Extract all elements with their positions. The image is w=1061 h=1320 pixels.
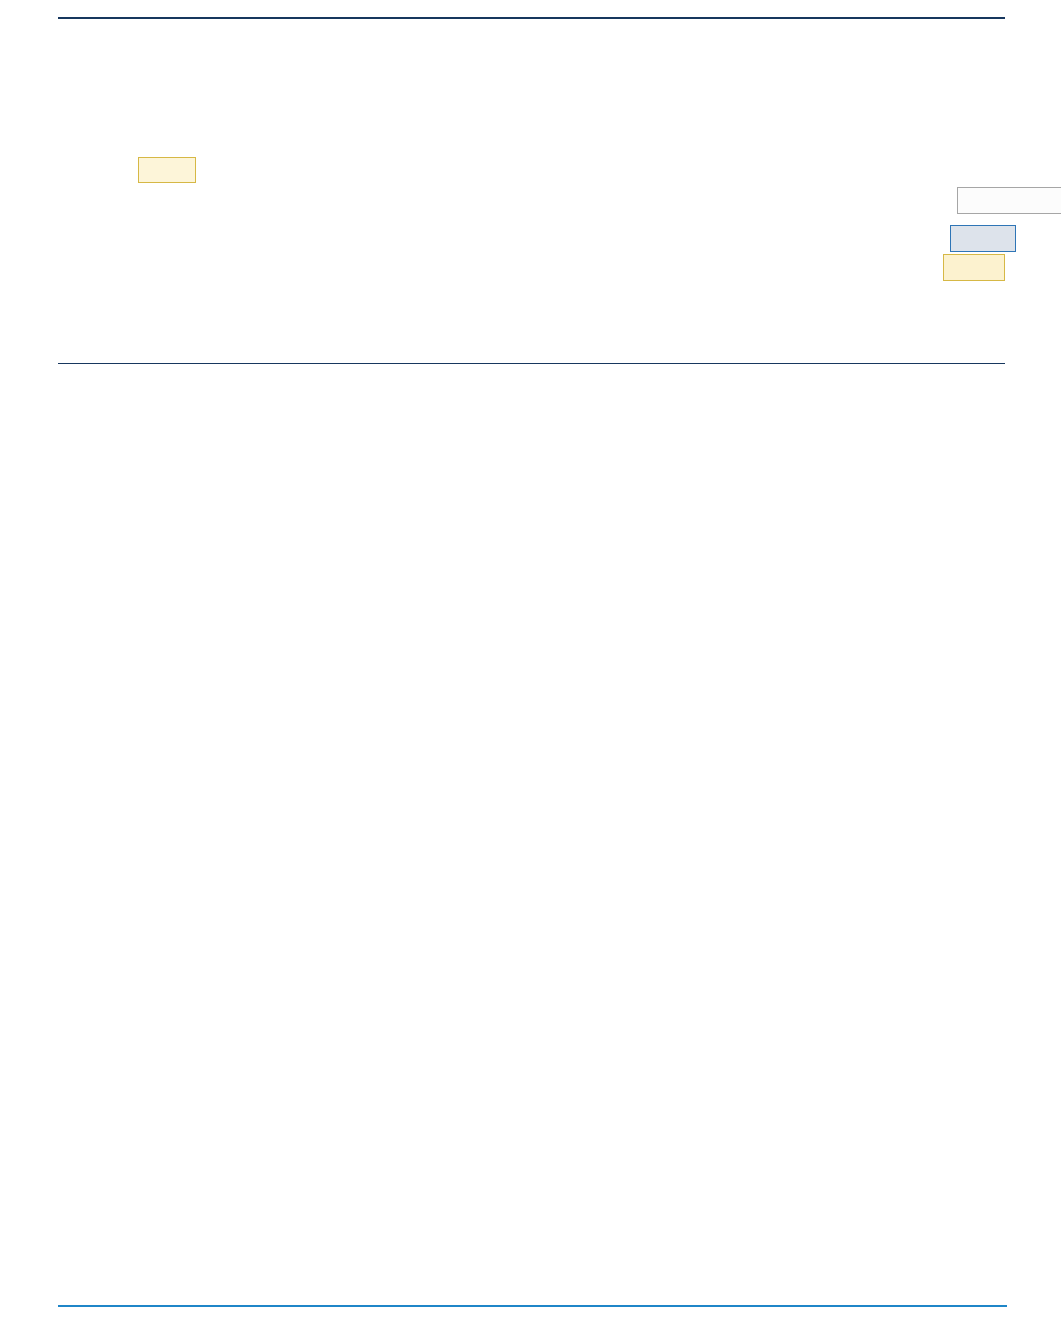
chart-start-label (138, 157, 196, 183)
chart-end-label-tier1 (950, 225, 1016, 252)
figure-title (58, 6, 1005, 19)
chart-end-label-tier34 (957, 187, 1061, 214)
figure-source (58, 364, 1005, 373)
chart-canvas (58, 21, 1006, 333)
table1-source (58, 393, 1005, 402)
chart-end-label-tier2 (943, 254, 1005, 281)
line-chart (58, 21, 1006, 333)
chart-legend (58, 333, 1005, 355)
page-footer (58, 1305, 1007, 1314)
